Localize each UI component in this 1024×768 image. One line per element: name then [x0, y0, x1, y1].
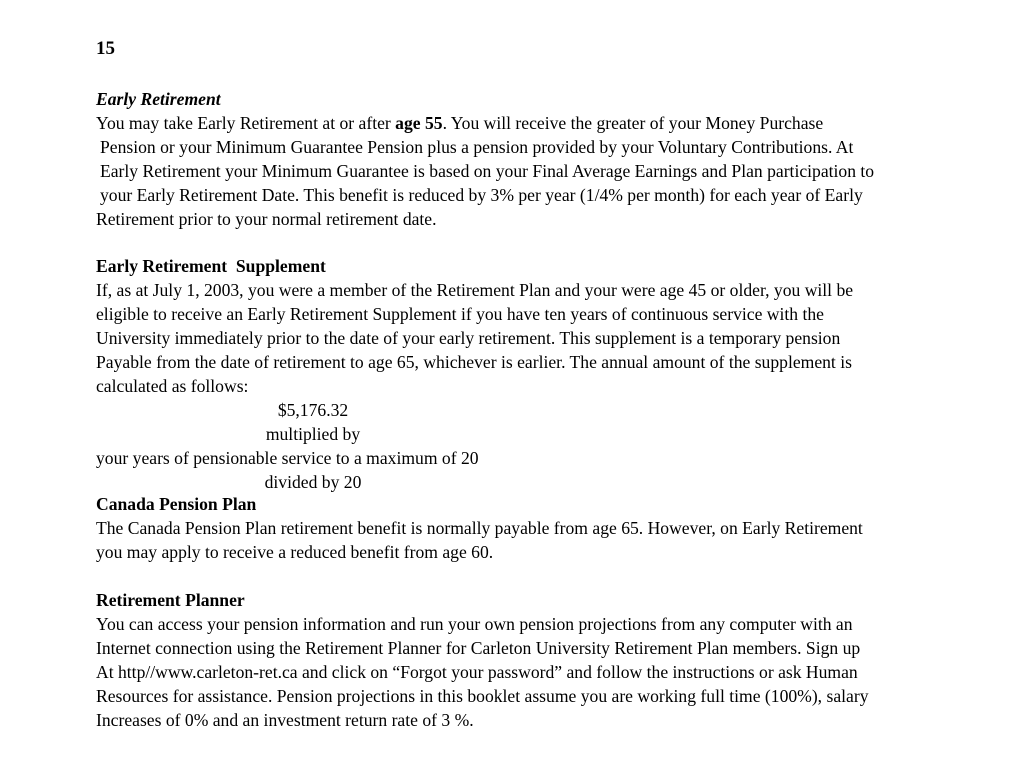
paragraph-line: Retirement prior to your normal retirement date. — [96, 209, 437, 229]
section-early-retirement-supplement — [96, 254, 996, 494]
paragraph-line: eligible to receive an Early Retirement Supplement if you have ten years of continuous service with the — [96, 304, 824, 324]
emphasis-age: age 55 — [395, 113, 443, 133]
section-early-retirement — [96, 87, 996, 231]
section-heading-retirement-planner: Retirement Planner — [96, 590, 245, 610]
paragraph-line: Internet connection using the Retirement Planner for Carleton University Retirement Plan members. Sign up — [96, 638, 861, 658]
paragraph-line: Resources for assistance. Pension projections in this booklet assume you are working full time (100%), salary — [96, 686, 869, 706]
calc-service: your years of pensionable service to a maximum of 20 — [96, 448, 479, 468]
paragraph-line: You can access your pension information and run your own pension projections from any computer with an — [96, 614, 853, 634]
paragraph-line: Payable from the date of retirement to age 65, whichever is earlier. The annual amount of the supplement is — [96, 352, 852, 372]
paragraph-line — [96, 111, 996, 135]
text-fragment: . You will receive the greater of your Money Purchase — [442, 113, 824, 133]
paragraph-line: Early Retirement your Minimum Guarantee is based on your Final Average Earnings and Plan participation to — [100, 161, 875, 181]
calc-divided: divided by 20 — [264, 472, 362, 492]
paragraph-line: Pension or your Minimum Guarantee Pension plus a pension provided by your Voluntary Contributions. At — [100, 137, 854, 157]
section-heading-cpp: Canada Pension Plan — [96, 494, 257, 514]
paragraph-line: University immediately prior to the date of your early retirement. This supplement is a temporary pension — [96, 328, 841, 348]
paragraph-line: your Early Retirement Date. This benefit is reduced by 3% per year (1/4% per month) for each year of Early — [100, 185, 863, 205]
calc-amount: $5,176.32 — [277, 400, 349, 420]
section-retirement-planner — [96, 588, 996, 732]
paragraph-line: At http//www.carleton-ret.ca and click on “Forgot your password” and follow the instructions or ask Human — [96, 662, 858, 682]
text-fragment: You may take Early Retirement at or after — [96, 113, 396, 133]
paragraph-line: calculated as follows: — [96, 376, 249, 396]
calc-multiplied: multiplied by — [265, 424, 361, 444]
section-heading-supplement: Early Retirement Supplement — [96, 256, 326, 276]
paragraph-line: If, as at July 1, 2003, you were a member of the Retirement Plan and your were age 45 or older, you will be — [96, 280, 854, 300]
paragraph-line: Increases of 0% and an investment return rate of 3 %. — [96, 710, 474, 730]
page-number: 15 — [96, 38, 115, 59]
paragraph-line: The Canada Pension Plan retirement benefit is normally payable from age 65. However, on Early Retirement — [96, 518, 863, 538]
section-heading-early-retirement: Early Retirement — [96, 89, 221, 109]
paragraph-line: you may apply to receive a reduced benefit from age 60. — [96, 542, 494, 562]
section-canada-pension-plan — [96, 492, 996, 564]
